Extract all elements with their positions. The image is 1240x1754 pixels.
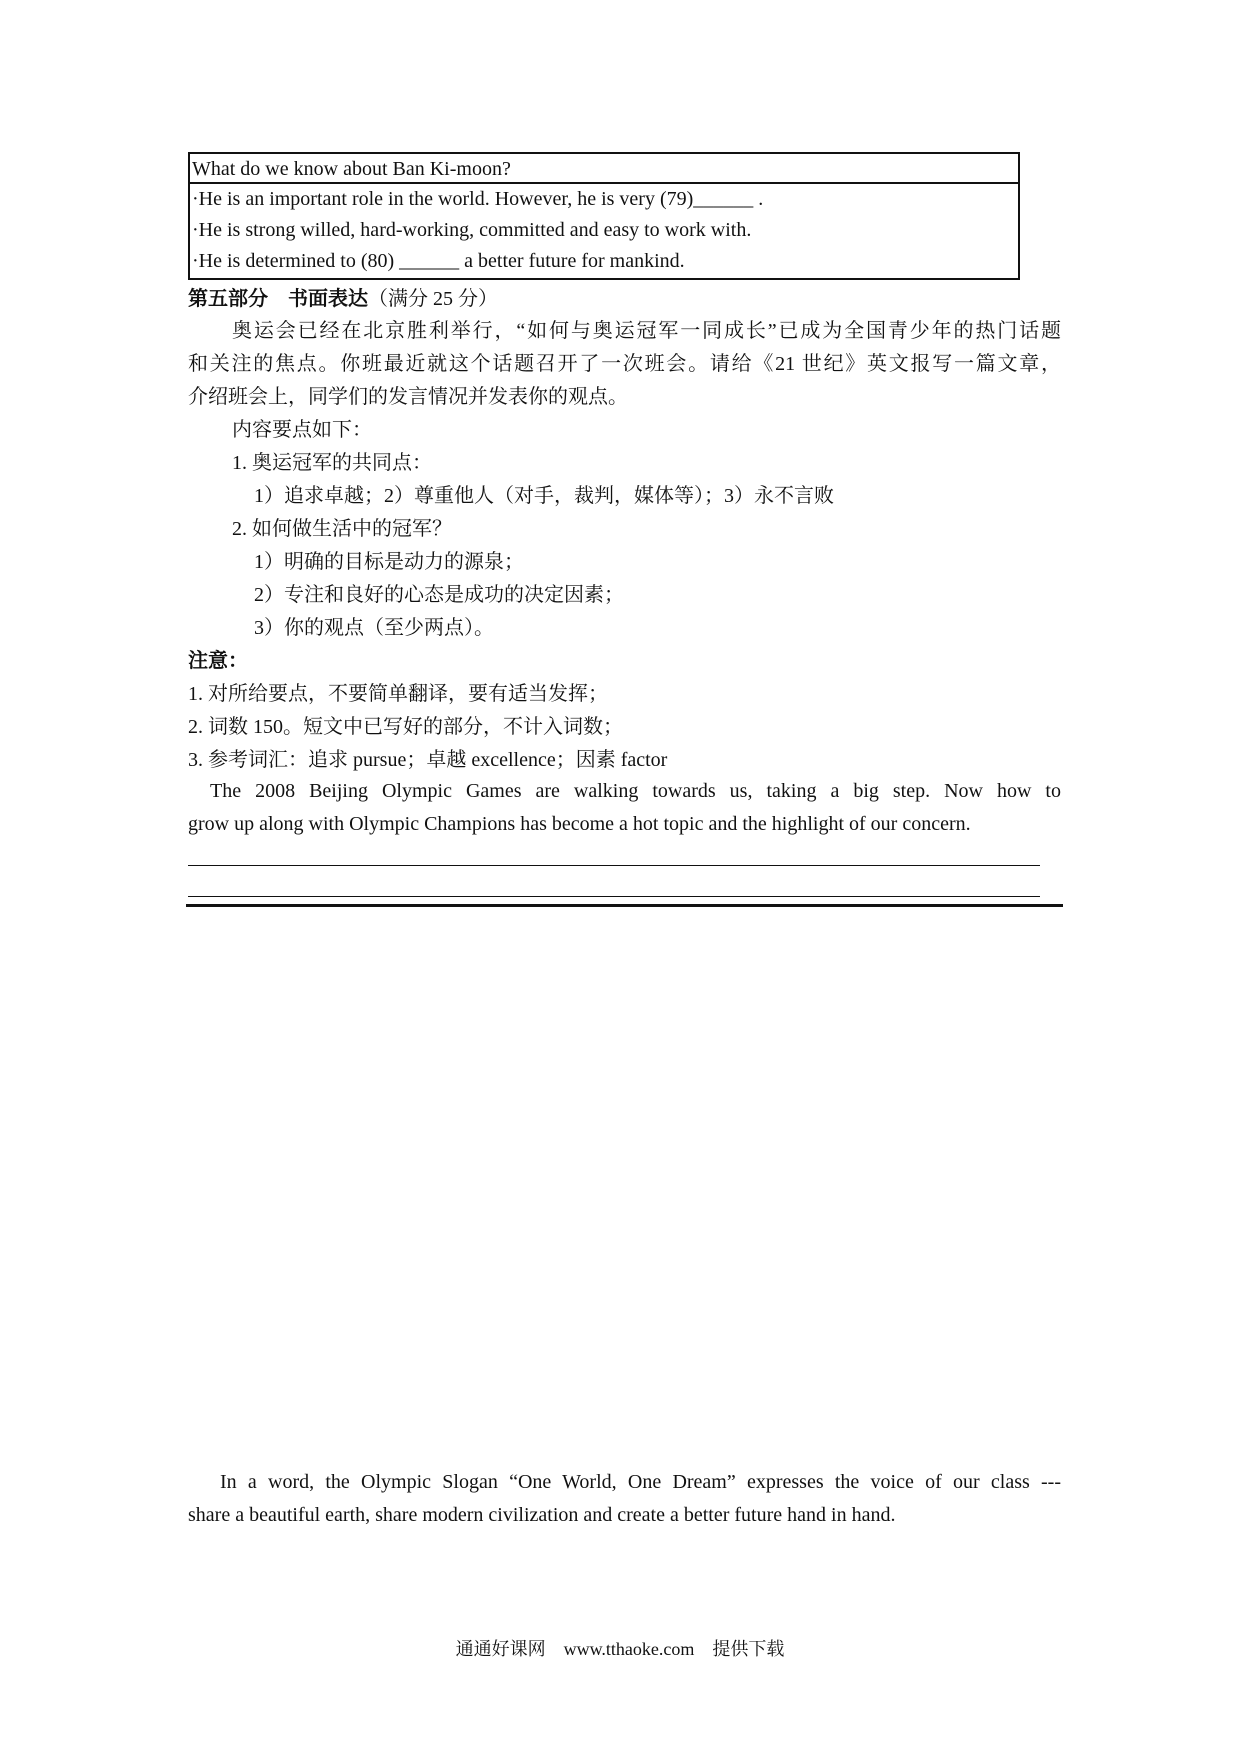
point-detail: 2）专注和良好的心态是成功的决定因素； bbox=[254, 584, 624, 606]
table-row: ·He is strong willed, hard-working, committed and easy to work with. bbox=[192, 219, 752, 241]
section-score: （满分 25 分） bbox=[368, 288, 498, 310]
point-item: 2. 如何做生活中的冠军？ bbox=[232, 518, 452, 540]
notes-label: 注意： bbox=[188, 650, 248, 672]
table-header: What do we know about Ban Ki-moon? bbox=[190, 154, 1018, 184]
footer-credit: 通通好课网 www.tthaoke.com 提供下载 bbox=[455, 1639, 785, 1659]
table-row: ·He is determined to (80) ______ a better future for mankind. bbox=[192, 250, 685, 272]
closing-paragraph-line: share a beautiful earth, share modern civilization and create a better future hand in hand. bbox=[188, 1504, 896, 1526]
closing-paragraph-line: In a word, the Olympic Slogan “One World, One Dream” expresses the voice of our class --- bbox=[220, 1471, 1061, 1493]
intro-line: 介绍班会上，同学们的发言情况并发表你的观点。 bbox=[188, 386, 628, 408]
writing-line bbox=[188, 865, 1040, 866]
section-title: 第五部分 书面表达 bbox=[188, 288, 368, 310]
note-item: 3. 参考词汇：追求 pursue；卓越 excellence；因素 factor bbox=[188, 749, 668, 771]
section-divider bbox=[186, 904, 1063, 907]
ban-ki-moon-table bbox=[188, 152, 1020, 280]
note-item: 1. 对所给要点，不要简单翻译，要有适当发挥； bbox=[188, 683, 608, 705]
table-row: ·He is an important role in the world. However, he is very (79)______ . bbox=[192, 188, 764, 210]
point-detail: 1）追求卓越；2）尊重他人（对手，裁判，媒体等）；3）永不言败 bbox=[254, 485, 834, 507]
intro-line: 和关注的焦点。你班最近就这个话题召开了一次班会。请给《21 世纪》英文报写一篇文章， bbox=[188, 353, 1061, 375]
writing-line bbox=[188, 896, 1040, 897]
note-item: 2. 词数 150。短文中已写好的部分，不计入词数； bbox=[188, 716, 623, 738]
opening-paragraph-line: grow up along with Olympic Champions has become a hot topic and the highlight of our concern. bbox=[188, 813, 971, 835]
point-detail: 3）你的观点（至少两点）。 bbox=[254, 617, 494, 639]
point-item: 1. 奥运冠军的共同点： bbox=[232, 452, 432, 474]
point-detail: 1）明确的目标是动力的源泉； bbox=[254, 551, 524, 573]
intro-line: 奥运会已经在北京胜利举行，“如何与奥运冠军一同成长”已成为全国青少年的热门话题 bbox=[232, 320, 1061, 342]
points-label: 内容要点如下： bbox=[232, 419, 372, 441]
section-heading bbox=[188, 283, 498, 316]
opening-paragraph-line: The 2008 Beijing Olympic Games are walking towards us, taking a big step. Now how to bbox=[210, 780, 1061, 802]
